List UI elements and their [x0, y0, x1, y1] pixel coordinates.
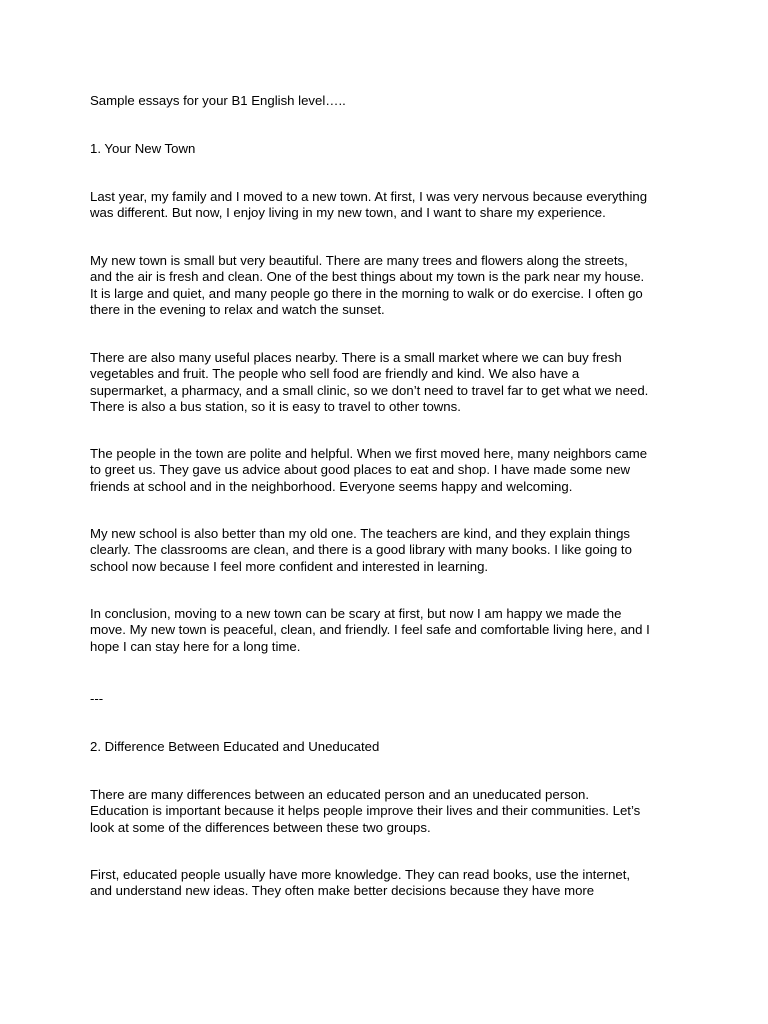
essay2-heading: 2. Difference Between Educated and Uneducated: [90, 739, 380, 754]
essay1-heading: 1. Your New Town: [90, 141, 196, 156]
essay1-paragraph-1: [90, 189, 690, 222]
paragraph-line: First, educated people usually have more knowledge. They can read books, use the internet,: [90, 867, 631, 882]
essay1-paragraph-4: [90, 446, 690, 495]
paragraph-line: It is large and quiet, and many people go there in the morning to walk or do exercise. I often go: [90, 285, 643, 301]
essay1-paragraph-5: [90, 526, 690, 575]
paragraph-line: There are also many useful places nearby. There is a small market where we can buy fresh: [90, 350, 622, 365]
paragraph-line: In conclusion, moving to a new town can be scary at first, but now I am happy we made the: [90, 606, 622, 621]
essay2-paragraph-1: [90, 787, 690, 836]
paragraph-line: There is also a bus station, so it is easy to travel to other towns.: [90, 398, 461, 414]
essay2-paragraph-2: [90, 867, 690, 900]
paragraph-line: move. My new town is peaceful, clean, and friendly. I feel safe and comfortable living here, and I: [90, 622, 650, 638]
paragraph-line: vegetables and fruit. The people who sell food are friendly and kind. We also have a: [90, 366, 580, 382]
essay1-paragraph-3: [90, 350, 690, 415]
paragraph-line: Last year, my family and I moved to a new town. At first, I was very nervous because everything: [90, 189, 648, 204]
essay1-paragraph-2: [90, 253, 690, 318]
paragraph-line: there in the evening to relax and watch the sunset.: [90, 301, 385, 317]
paragraph-line: and the air is fresh and clean. One of the best things about my town is the park near my house.: [90, 269, 645, 285]
paragraph-line: friends at school and in the neighborhood. Everyone seems happy and welcoming.: [90, 478, 573, 494]
paragraph-line: school now because I feel more confident and interested in learning.: [90, 558, 489, 574]
paragraph-line: The people in the town are polite and helpful. When we first moved here, many neighbors came: [90, 446, 648, 461]
paragraph-line: My new town is small but very beautiful. There are many trees and flowers along the streets,: [90, 253, 628, 268]
paragraph-line: look at some of the differences between these two groups.: [90, 819, 431, 835]
paragraph-line: There are many differences between an educated person and an uneducated person.: [90, 787, 590, 802]
paragraph-line: supermarket, a pharmacy, and a small clinic, so we don’t need to travel far to get what we need.: [90, 382, 649, 398]
essay1-paragraph-6: [90, 606, 690, 655]
paragraph-line: to greet us. They gave us advice about good places to eat and shop. I have made some new: [90, 462, 631, 478]
paragraph-line: Education is important because it helps people improve their lives and their communities. Let’s: [90, 803, 641, 819]
paragraph-line: hope I can stay here for a long time.: [90, 638, 301, 654]
paragraph-line: was different. But now, I enjoy living in my new town, and I want to share my experience.: [90, 205, 606, 221]
document-header: Sample essays for your B1 English level…..: [90, 93, 346, 108]
paragraph-line: and understand new ideas. They often make better decisions because they have more: [90, 883, 595, 899]
section-separator: ---: [90, 691, 104, 706]
paragraph-line: clearly. The classrooms are clean, and there is a good library with many books. I like going to: [90, 542, 632, 558]
paragraph-line: My new school is also better than my old one. The teachers are kind, and they explain things: [90, 526, 631, 541]
